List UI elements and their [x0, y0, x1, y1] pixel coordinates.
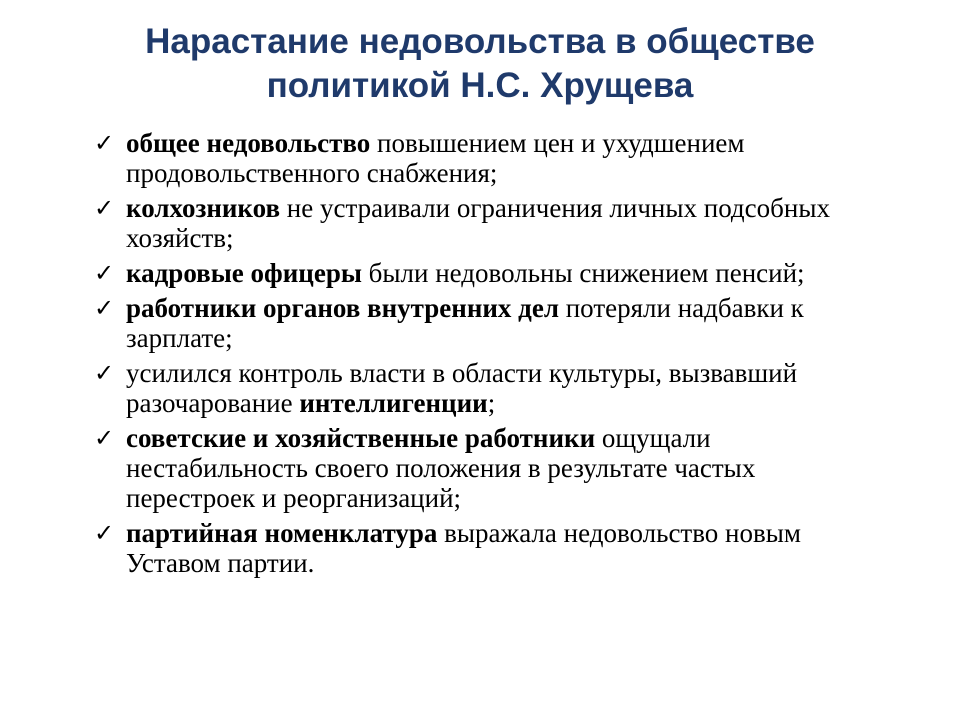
bullet-item-prices: [90, 128, 890, 188]
title-line-2: политикой Н.С. Хрущева: [266, 66, 694, 105]
bullet-bold: кадровые офицеры: [126, 258, 362, 288]
bullet-text: выражала недовольство новым Уставом партии.: [126, 518, 801, 578]
bullet-list: [90, 128, 890, 583]
bullet-text: ощущали нестабильность своего положения в результате частых перестроек и реорганизаций;: [126, 423, 756, 513]
bullet-text: были недовольны снижением пенсий;: [361, 258, 805, 288]
checkmark-icon: ✓: [94, 194, 115, 222]
bullet-text: повышением цен и ухудшением продовольственного снабжения;: [126, 128, 745, 188]
bullet-item-collective-farmers: [90, 193, 890, 253]
bullet-item-culture-control: [90, 358, 890, 418]
checkmark-icon: ✓: [94, 424, 115, 452]
bullet-item-interior-workers: [90, 293, 890, 353]
checkmark-icon: ✓: [94, 359, 115, 387]
title-line-1: Нарастание недовольства в обществе: [145, 22, 815, 61]
bullet-text: потеряли надбавки к зарплате;: [126, 293, 804, 353]
bullet-text: не устраивали ограничения личных подсобных хозяйств;: [126, 193, 830, 253]
bullet-bold: общее недовольство: [126, 128, 371, 158]
checkmark-icon: ✓: [94, 519, 115, 547]
bullet-bold: партийная номенклатура: [126, 518, 438, 548]
bullet-text: усилился контроль власти в области культуры, вызвавший разочарование: [126, 358, 798, 418]
bullet-bold: интеллигенции: [299, 388, 488, 418]
bullet-item-officers: [90, 258, 890, 288]
bullet-bold: колхозников: [126, 193, 281, 223]
bullet-item-party-nomenklatura: [90, 518, 890, 578]
checkmark-icon: ✓: [94, 259, 115, 287]
slide-title: [60, 20, 900, 108]
checkmark-icon: ✓: [94, 129, 115, 157]
bullet-bold: работники органов внутренних дел: [126, 293, 559, 323]
bullet-item-economic-workers: [90, 423, 890, 513]
bullet-bold: советские и хозяйственные работники: [126, 423, 596, 453]
checkmark-icon: ✓: [94, 294, 115, 322]
bullet-text-end: ;: [487, 388, 496, 418]
